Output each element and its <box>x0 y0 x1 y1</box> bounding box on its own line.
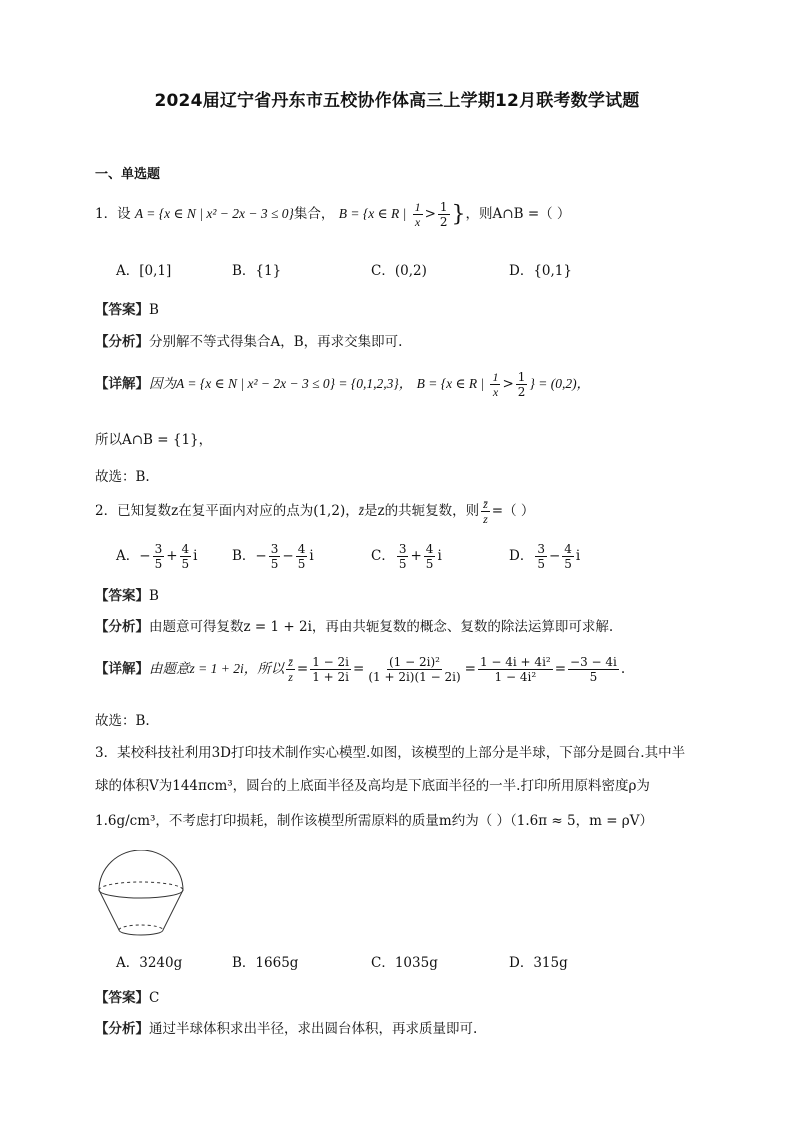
question-3-stem-line-1: 3．某校科技社利用3D打印技术制作实心模型.如图，该模型的上部分是半球，下部分是圆台.其中半 <box>95 745 686 761</box>
question-number: 1． <box>95 206 118 222</box>
option-d[interactable]: D．315g <box>509 955 568 971</box>
set-b-expression: B = {x ∈ R | <box>338 206 407 221</box>
fraction: $\frac{1}{2}$ <box>439 200 448 229</box>
fraction: $\frac{1}{x}$ <box>414 200 421 229</box>
stem-text: 设 <box>117 206 131 222</box>
section-heading: 一、单选题 <box>95 167 161 182</box>
option-a[interactable]: A．− $\frac{3}{5}$ + $\frac{4}{5}$ i <box>116 542 198 571</box>
option-a[interactable]: A．[0,1] <box>116 263 172 279</box>
detail-line: 【详解】由题意z = 1 + 2i，所以 $\frac{z̄}{z}$ = $\frac{1 - 2i}{1 + 2i}$ = $\frac{\text{(1 − 2i)²}}{(1 + 2i)(1 - 2i)}$ = $\frac{\text{1 − 4i + 4i²}}{\text{1 − 4i²}}$ = $\frac{-3 - 4i}{5}$ . <box>95 655 626 684</box>
option-b[interactable]: B．− $\frac{3}{5}$ − $\frac{4}{5}$ i <box>232 542 314 571</box>
set-a-expression: A = {x ∈ N | x² − 2x − 3 ≤ 0} <box>134 206 294 221</box>
conclusion-line: 所以A∩B = {1}， <box>95 432 213 448</box>
option-d[interactable]: D．{0,1} <box>509 263 572 279</box>
option-c[interactable]: C．(0,2) <box>371 263 427 279</box>
option-b[interactable]: B．{1} <box>232 263 282 279</box>
question-1-stem: 1．设 A = {x ∈ N | x² − 2x − 3 ≤ 0}集合， B = {x ∈ R | $\frac{1}{x}$ > $\frac{1}{2}$ }，则A∩B =（ ） <box>95 200 571 229</box>
detail-line: 【详解】因为A = {x ∈ N | x² − 2x − 3 ≤ 0} = {0,1,2,3}， B = {x ∈ R | $\frac{1}{x}$ > $\frac{1}{2}$ } = (0,2)， <box>95 370 591 399</box>
answer-line: 【答案】B <box>95 302 159 318</box>
hemisphere-frustum-figure <box>95 850 187 940</box>
option-c[interactable]: C． $\frac{3}{5}$ + $\frac{4}{5}$ i <box>371 542 442 571</box>
option-a[interactable]: A．3240g <box>116 955 183 971</box>
question-3-stem-line-2: 球的体积V为144πcm³，圆台的上底面半径及高均是下底面半径的一半.打印所用原料密度ρ为 <box>95 778 650 794</box>
choose-line: 故选：B. <box>95 469 150 485</box>
document-title: 2024届辽宁省丹东市五校协作体高三上学期12月联考数学试题 <box>154 91 640 111</box>
answer-line: 【答案】B <box>95 588 159 604</box>
option-d[interactable]: D． $\frac{3}{5}$ − $\frac{4}{5}$ i <box>509 542 581 571</box>
answer-line: 【答案】C <box>95 990 160 1006</box>
choose-line: 故选：B. <box>95 713 150 729</box>
relation-symbol: > <box>424 206 436 222</box>
analysis-line: 【分析】分别解不等式得集合A，B，再求交集即可. <box>95 334 403 350</box>
analysis-line: 【分析】由题意可得复数z = 1 + 2i，再由共轭复数的概念、复数的除法运算即可求解. <box>95 619 614 635</box>
option-b[interactable]: B．1665g <box>232 955 299 971</box>
analysis-line: 【分析】通过半球体积求出半径，求出圆台体积，再求质量即可. <box>95 1021 478 1037</box>
stem-text: ，则A∩B =（ ） <box>465 206 571 222</box>
question-2-stem: 2．已知复数z在复平面内对应的点为(1,2)，z̄是z的共轭复数，则 $\frac{z̄}{z}$ =（ ） <box>95 497 535 526</box>
option-c[interactable]: C．1035g <box>371 955 438 971</box>
stem-text: 集合， <box>293 206 335 222</box>
question-number: 2． <box>95 503 118 519</box>
question-3-stem-line-3: 1.6g/cm³，不考虑打印损耗，制作该模型所需原料的质量m约为（ ）（1.6π ≈ 5，m = ρV） <box>95 813 653 829</box>
